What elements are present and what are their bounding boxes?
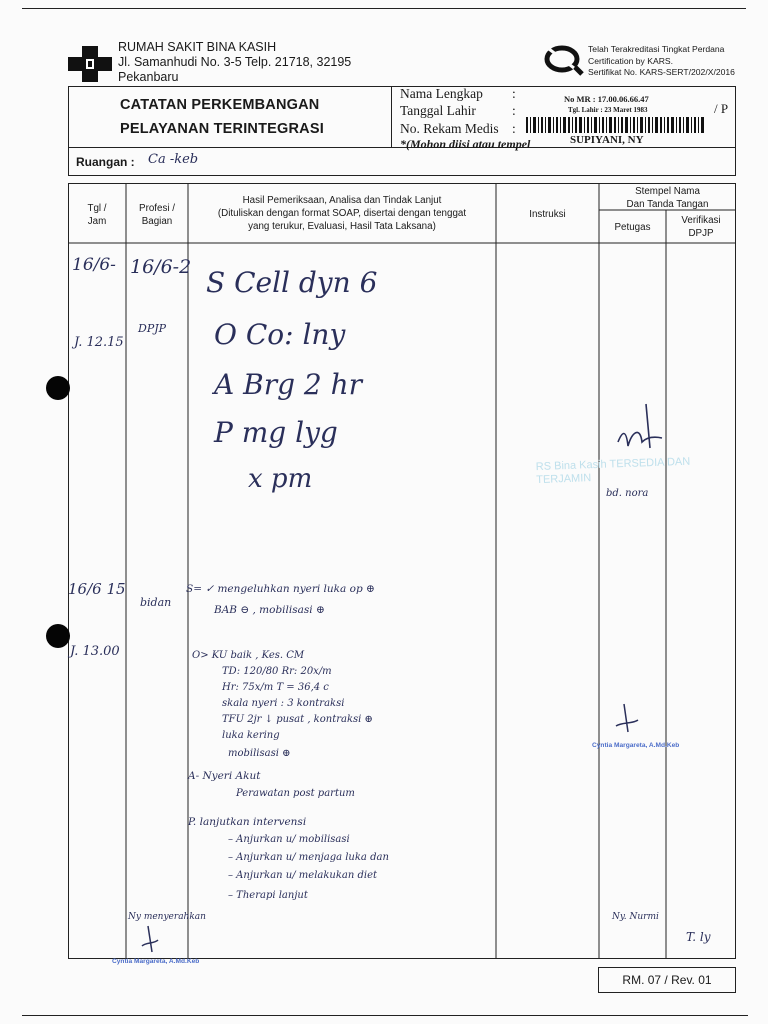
entry1-objective: O Co: lny	[214, 318, 346, 351]
top-rule	[22, 8, 746, 9]
entry2-dpjp-sign: T. ly	[686, 930, 711, 944]
entry2-assessment-2: Perawatan post partum	[236, 788, 355, 799]
form-title-line: PELAYANAN TERINTEGRASI	[120, 121, 324, 137]
hospital-address: Jl. Samanhudi No. 3-5 Telp. 21718, 32195	[118, 55, 352, 69]
bottom-stamp: Cyntia Margareta, A.Md.Keb	[112, 958, 200, 965]
col-stempel-line: Stempel Nama	[635, 186, 700, 197]
form-title-line: CATATAN PERKEMBANGAN	[120, 97, 320, 113]
entry2-assessment: A- Nyeri Akut	[188, 770, 261, 782]
col-tgl-jam	[68, 202, 126, 228]
entry2-s2: BAB ⊖ , mobilisasi ⊕	[214, 604, 325, 616]
label-rekam-medis: No. Rekam Medis	[400, 121, 499, 136]
entry2-plan: P. lanjutkan intervensi	[188, 816, 307, 828]
entry2-o3: Hr: 75x/m T = 36,4 c	[222, 682, 329, 693]
binder-hole	[46, 376, 70, 400]
col-verifikasi	[666, 214, 736, 240]
entry1-bagian: DPJP	[138, 322, 167, 335]
entry2-plan-item: – Anjurkan u/ melakukan diet	[228, 870, 378, 881]
colon: :	[512, 86, 516, 101]
hospital-city: Pekanbaru	[118, 70, 179, 84]
entry1-extra: x pm	[248, 464, 313, 494]
entry1-time: J. 12.15	[74, 335, 124, 350]
sticker-mr: No MR : 17.00.06.66.47	[564, 94, 649, 104]
ruangan-value: Ca -keb	[148, 152, 199, 167]
col-profesi-bagian	[126, 202, 188, 228]
col-stempel	[599, 185, 736, 211]
col-tgl: Tgl /	[87, 203, 107, 214]
sticker-name: SUPIYANI, NY	[570, 134, 644, 146]
hospital-info	[118, 40, 351, 85]
entry1-plan: P mg lyg	[214, 416, 338, 449]
col-bagian: Bagian	[141, 216, 173, 227]
entry1-signer: bd. nora	[606, 488, 649, 499]
entry2-petugas-sign: Ny. Nurmi	[612, 912, 659, 922]
col-profesi: Profesi /	[139, 203, 175, 214]
entry2-time: J. 13.00	[70, 644, 120, 659]
entry2-s1: S= ✓ mengeluhkan nyeri luka op ⊕	[186, 583, 375, 595]
entry1-profesi: 16/6-2	[130, 256, 192, 278]
col-hasil-line: Hasil Pemeriksaan, Analisa dan Tindak Lanjut	[242, 195, 442, 206]
entry2-o7: mobilisasi ⊕	[228, 748, 291, 759]
colon: :	[512, 103, 516, 118]
kars-logo-icon	[544, 44, 584, 76]
col-verif-line: Verifikasi	[681, 215, 721, 226]
col-hasil-line: yang terukur, Evaluasi, Hasil Tata Laksana)	[248, 221, 436, 232]
accreditation-line: Certification by KARS.	[588, 55, 674, 66]
label-nama: Nama Lengkap	[400, 86, 483, 101]
gender-suffix: / P	[714, 101, 729, 116]
ruangan-label: Ruangan :	[76, 155, 135, 169]
col-hasil-line: (Dituliskan dengan format SOAP, disertai dengan tenggat	[217, 208, 467, 219]
accreditation-line: Sertifikat No. KARS-SERT/202/X/2016	[588, 67, 735, 77]
entry2-o2: TD: 120/80 Rr: 20x/m	[222, 666, 332, 677]
hospital-cross-logo-icon	[68, 46, 112, 82]
hospital-name: RUMAH SAKIT BINA KASIH	[118, 40, 277, 54]
entry2-stamp: Cyntia Margareta, A.Md.Keb	[592, 742, 680, 749]
col-stempel-line: Dan Tanda Tangan	[626, 199, 709, 210]
bottom-signature-icon	[138, 924, 162, 962]
accreditation-text	[588, 44, 735, 79]
watermark: RS Bina Kasih TERSEDIA DAN TERJAMIN	[535, 455, 691, 487]
entry2-o5: TFU 2jr ↓ pusat , kontraksi ⊕	[222, 714, 373, 725]
patient-sticker	[524, 90, 716, 148]
entry2-o1: O> KU baik , Kes. CM	[192, 650, 305, 661]
entry2-plan-item: – Anjurkan u/ mobilisasi	[228, 834, 350, 845]
soap-table-grid	[68, 183, 736, 959]
col-verif-line: DPJP	[688, 228, 714, 239]
col-jam: Jam	[87, 216, 107, 227]
entry2-date: 16/6 15	[68, 580, 126, 598]
col-instruksi: Instruksi	[529, 209, 566, 220]
entry2-o6: luka kering	[222, 730, 280, 741]
accreditation-line: Telah Terakreditasi Tingkat Perdana	[588, 44, 725, 54]
entry2-plan-item: – Anjurkan u/ menjaga luka dan	[228, 852, 389, 863]
bottom-rule	[22, 1015, 748, 1016]
entry2-o4: skala nyeri : 3 kontraksi	[222, 698, 345, 709]
entry1-assessment: A Brg 2 hr	[214, 368, 363, 401]
entry1-date: 16/6-	[72, 255, 116, 275]
col-petugas: Petugas	[614, 222, 651, 233]
col-hasil	[188, 194, 496, 233]
sticker-dob: Tgl. Lahir : 23 Maret 1983	[568, 106, 648, 114]
barcode-icon	[526, 117, 706, 133]
entry2-signature-icon	[612, 702, 642, 742]
colon: :	[512, 121, 516, 136]
binder-hole	[46, 624, 70, 648]
entry1-subjective: S Cell dyn 6	[206, 266, 378, 299]
fill-note: *(Mohon diisi atau tempel	[400, 137, 531, 151]
form-code: RM. 07 / Rev. 01	[598, 967, 736, 993]
entry2-bagian: bidan	[140, 596, 172, 609]
entry2-plan-item: – Therapi lanjut	[228, 890, 308, 901]
label-tanggal-lahir: Tanggal Lahir	[400, 103, 476, 118]
entry2-handover: Ny menyerahkan	[128, 912, 206, 922]
form-title	[68, 86, 392, 148]
